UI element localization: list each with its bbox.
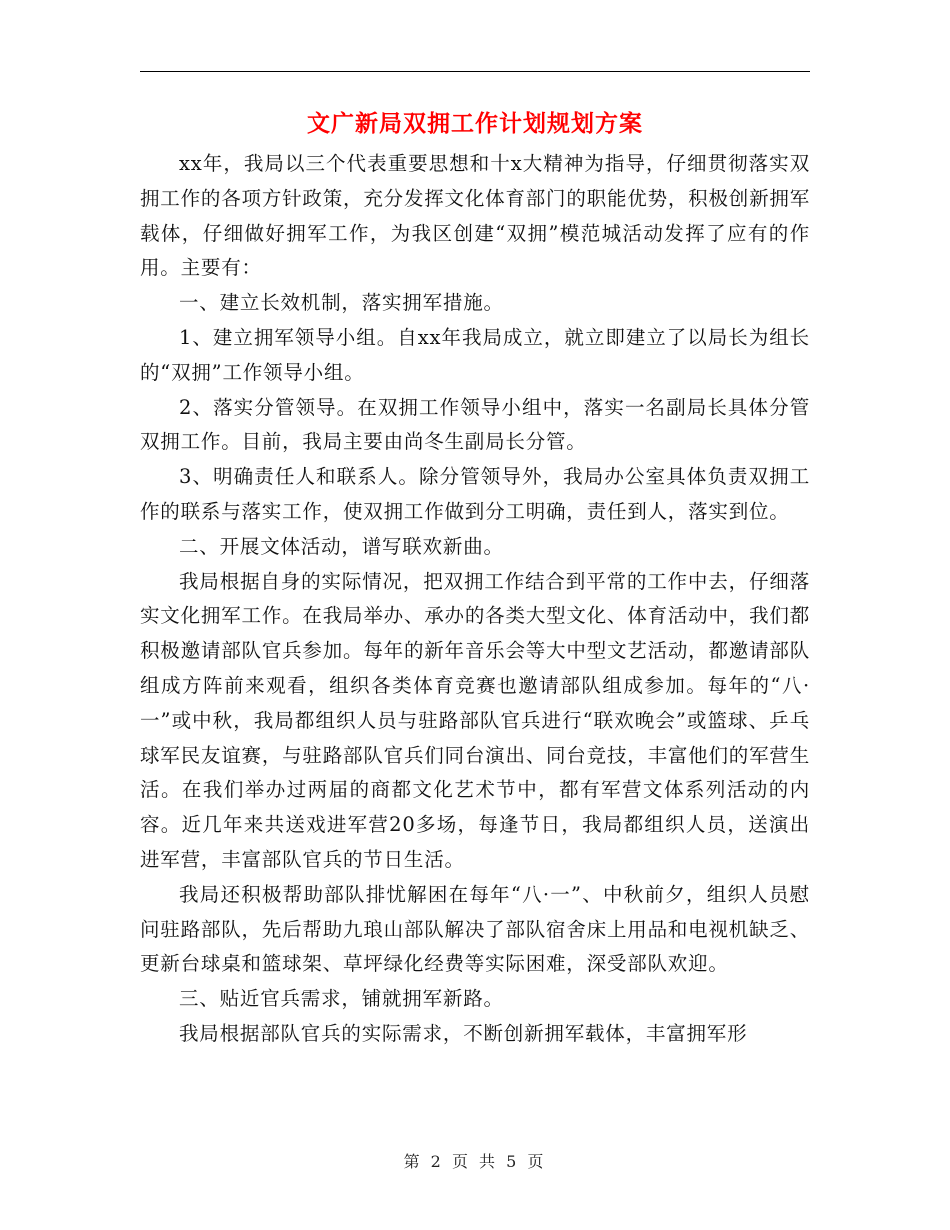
paragraph-item-3: 3、明确责任人和联系人。除分管领导外，我局办公室具体负责双拥工作的联系与落实工作，使双拥工作做到分工明确，责任到人，落实到位。 <box>140 465 810 523</box>
paragraph-item-1: 1、建立拥军领导小组。自xx年我局成立，就立即建立了以局长为组长的“双拥”工作领导小组。 <box>140 325 810 384</box>
document-body <box>140 147 810 1052</box>
paragraph-intro: xx年，我局以三个代表重要思想和十x大精神为指导，仔细贯彻落实双拥工作的各项方针政策，充分发挥文化体育部门的职能优势，积极创新拥军载体，仔细做好拥军工作，为我区创建“双拥”模范城活动发挥了应有的作用。主要有： <box>140 152 810 280</box>
page-number: 第 2 页 共 5 页 <box>403 1152 547 1171</box>
section-heading-1: 一、建立长效机制，落实拥军措施。 <box>179 291 504 315</box>
document-title: 文广新局双拥工作计划规划方案 <box>307 111 643 137</box>
paragraph-item-2: 2、落实分管领导。在双拥工作领导小组中，落实一名副局长具体分管双拥工作。目前，我局主要由尚冬生副局长分管。 <box>140 395 810 454</box>
header-rule <box>140 71 810 72</box>
section-heading-2: 二、开展文体活动，谱写联欢新曲。 <box>179 534 504 558</box>
paragraph-support-troops: 我局还积极帮助部队排忧解困在每年“八·一”、中秋前夕，组织人员慰问驻路部队，先后帮助九琅山部队解决了部队宿舍床上用品和电视机缺乏、更新台球桌和篮球架、草坪绿化经费等实际困难，深受部队欢迎。 <box>140 882 810 976</box>
section-heading-3: 三、贴近官兵需求，铺就拥军新路。 <box>179 987 504 1011</box>
paragraph-culture-activities: 我局根据自身的实际情况，把双拥工作结合到平常的工作中去，仔细落实文化拥军工作。在我局举办、承办的各类大型文化、体育活动中，我们都积极邀请部队官兵参加。每年的新年音乐会等大中型文艺活动，都邀请部队组成方阵前来观看，组织各类体育竞赛也邀请部队组成参加。每年的“八·一”或中秋，我局都组织人员与驻路部队官兵进行“联欢晚会”或篮球、乒乓球军民友谊赛，与驻路部队官兵们同台演出、同台竞技，丰富他们的军营生活。在我们举办过两届的商都文化艺术节中，都有军营文体系列活动的内容。近几年来共送戏进军营20多场，每逢节日，我局都组织人员，送演出进军营，丰富部队官兵的节日生活。 <box>140 569 810 871</box>
paragraph-needs: 我局根据部队官兵的实际需求，不断创新拥军载体，丰富拥军形 <box>179 1021 748 1045</box>
